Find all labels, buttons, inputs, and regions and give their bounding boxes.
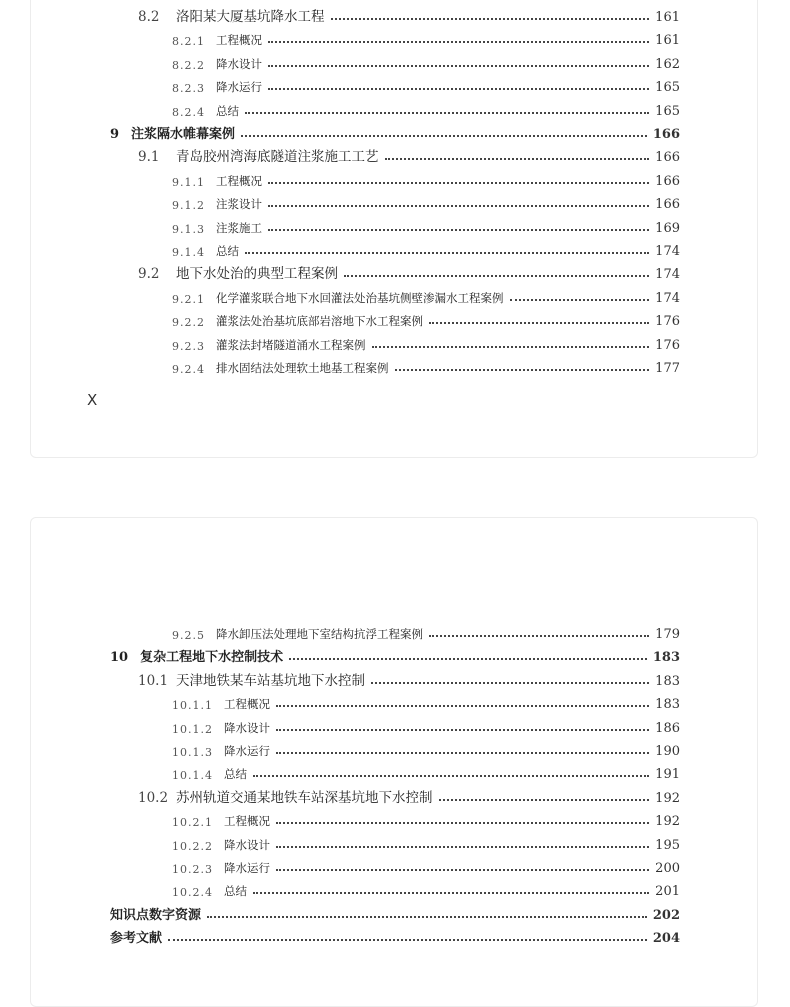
dot-leader [168, 939, 647, 941]
toc-entry-level3[interactable] [172, 622, 680, 642]
dot-leader [268, 88, 649, 90]
toc-page-number: 174 [655, 290, 680, 306]
toc-section-title: 注浆设计 [216, 197, 262, 212]
toc-section-number: 10.1.2 [172, 722, 213, 736]
toc-section-title: 复杂工程地下水控制技术 [140, 650, 284, 666]
dot-leader [371, 682, 649, 684]
toc-entry-level3[interactable] [172, 239, 680, 259]
toc-section-title: 地下水处治的典型工程案例 [176, 266, 338, 283]
toc-entry-level3[interactable] [172, 28, 680, 48]
toc-section-number: 9 [110, 127, 120, 142]
toc-entry-level2[interactable] [138, 5, 680, 25]
toc-section-number: 8.2.1 [172, 35, 205, 49]
toc-section-title: 总结 [216, 103, 239, 118]
toc-section-title: 知识点数字资源 [110, 907, 202, 923]
toc-entry-level3[interactable] [172, 216, 680, 236]
toc-entry-level3[interactable] [172, 52, 680, 72]
dot-leader [276, 869, 649, 871]
dot-leader [331, 18, 650, 20]
dot-leader [429, 635, 649, 637]
toc-page-number: 183 [652, 650, 680, 666]
toc-section-title: 苏州轨道交通某地铁车站深基坑地下水控制 [176, 789, 433, 806]
toc-entry-appendix[interactable] [110, 926, 680, 946]
dot-leader [253, 775, 649, 777]
toc-section-title: 降水卸压法处理地下室结构抗浮工程案例 [216, 627, 423, 641]
toc-section-number: 9.2.4 [172, 363, 205, 376]
toc-section-number: 9.1.3 [172, 222, 205, 236]
toc-page-number: 200 [655, 861, 680, 876]
toc-section-number: 9.2.5 [172, 629, 205, 642]
toc-section-title: 降水运行 [216, 80, 262, 95]
toc-section-title: 降水设计 [224, 720, 270, 735]
toc-page-number: 161 [655, 10, 680, 25]
toc-page-number: 174 [655, 267, 680, 283]
toc-section-number: 8.2.2 [172, 58, 205, 72]
toc-section-number: 9.1.2 [172, 199, 205, 213]
dot-leader [429, 322, 649, 324]
toc-page-number: 166 [655, 150, 680, 166]
toc-entry-level3[interactable] [172, 762, 680, 782]
dot-leader [241, 135, 647, 137]
dot-leader [344, 275, 649, 277]
toc-page-number: 183 [655, 673, 680, 689]
toc-section-number: 10.1.1 [172, 699, 213, 713]
toc-entry-level3[interactable] [172, 286, 680, 306]
toc-entry-level1[interactable] [110, 645, 680, 665]
toc-page-number: 166 [655, 197, 680, 213]
toc-page-number: 174 [655, 244, 680, 259]
toc-page-number: 169 [655, 220, 680, 236]
dot-leader [439, 799, 650, 801]
toc-entry-level3[interactable] [172, 192, 680, 212]
dot-leader [395, 369, 650, 371]
toc-entry-level3[interactable] [172, 739, 680, 759]
toc-section-title: 工程概况 [216, 173, 262, 188]
toc-section-title: 总结 [216, 244, 239, 258]
toc-page-number: 201 [655, 884, 680, 900]
toc-entry-level3[interactable] [172, 169, 680, 189]
toc-entry-level2[interactable] [138, 262, 680, 282]
toc-section-title: 降水运行 [224, 861, 270, 875]
toc-page-number: 176 [655, 314, 680, 330]
toc-section-title: 降水设计 [216, 56, 262, 71]
toc-page-number: 179 [655, 627, 680, 642]
toc-section-title: 参考文献 [110, 931, 163, 947]
toc-page-number: 165 [655, 80, 680, 96]
toc-entry-level3[interactable] [172, 833, 680, 853]
toc-section-number: 10.2.3 [172, 863, 213, 876]
toc-page-number: 176 [655, 337, 680, 353]
toc-page-number: 183 [655, 697, 680, 713]
toc-page-number: 161 [655, 33, 680, 49]
toc-entry-level2[interactable] [138, 786, 680, 806]
dot-leader [385, 158, 650, 160]
dot-leader [276, 752, 649, 754]
toc-section-number: 8.2.4 [172, 105, 205, 119]
toc-page-number: 186 [655, 720, 680, 736]
toc-section-number: 10.2.4 [172, 886, 213, 900]
toc-entry-level3[interactable] [172, 879, 680, 899]
toc-section-number: 10.1.4 [172, 769, 213, 783]
toc-page-number: 190 [655, 744, 680, 759]
dot-leader [268, 41, 649, 43]
toc-section-number: 10.2.2 [172, 839, 213, 853]
toc-page-number: 192 [655, 814, 680, 830]
dot-leader [207, 916, 647, 918]
toc-entry-level2[interactable] [138, 145, 680, 165]
toc-section-title: 工程概况 [224, 814, 270, 829]
toc-page-number: 162 [655, 56, 680, 72]
toc-entry-level3[interactable] [172, 333, 680, 353]
toc-section-title: 工程概况 [216, 33, 262, 48]
toc-page-number: 195 [655, 837, 680, 853]
toc-page-number: 191 [655, 767, 680, 783]
dot-leader [276, 822, 649, 824]
toc-entry-level3[interactable] [172, 692, 680, 712]
toc-section-title: 排水固结法处理软土地基工程案例 [216, 361, 389, 375]
dot-leader [245, 112, 649, 114]
toc-section-number: 8.2 [138, 9, 160, 25]
roman-page-number: X [87, 391, 98, 409]
toc-section-number: 9.2.2 [172, 316, 205, 330]
toc-section-title: 灌浆法封堵隧道涌水工程案例 [216, 337, 366, 352]
toc-section-title: 化学灌浆联合地下水回灌法处治基坑侧壁渗漏水工程案例 [216, 290, 504, 305]
dot-leader [268, 229, 649, 231]
toc-section-title: 注浆施工 [216, 220, 262, 235]
toc-section-title: 注浆隔水帷幕案例 [131, 127, 236, 142]
dot-leader [268, 182, 649, 184]
dot-leader [372, 346, 650, 348]
toc-section-title: 青岛胶州湾海底隧道注浆施工工艺 [176, 149, 379, 166]
toc-section-number: 8.2.3 [172, 82, 205, 96]
toc-section-number: 9.2 [138, 266, 160, 283]
dot-leader [268, 205, 649, 207]
toc-entry-level3[interactable] [172, 809, 680, 829]
toc-section-number: 9.2.3 [172, 339, 205, 353]
toc-section-number: 9.2.1 [172, 292, 205, 306]
toc-section-title: 天津地铁某车站基坑地下水控制 [176, 672, 365, 689]
toc-page-number: 192 [655, 790, 680, 806]
toc-entry-level3[interactable] [172, 75, 680, 95]
toc-page-number: 166 [655, 173, 680, 189]
toc-page-number: 204 [652, 931, 680, 947]
toc-section-title: 工程概况 [224, 697, 270, 712]
toc-section-number: 10.2.1 [172, 816, 213, 830]
dot-leader [276, 729, 649, 731]
toc-section-number: 10.1.3 [172, 746, 213, 759]
dot-leader [289, 658, 647, 660]
toc-section-title: 总结 [224, 884, 247, 899]
toc-entry-level3[interactable] [172, 309, 680, 329]
toc-page-number: 166 [652, 127, 680, 142]
toc-entry-level2[interactable] [138, 669, 680, 689]
toc-entry-level3[interactable] [172, 356, 680, 376]
dot-leader [276, 705, 649, 707]
toc-section-title: 降水运行 [224, 744, 270, 758]
dot-leader [268, 65, 649, 67]
toc-entry-level3[interactable] [172, 716, 680, 736]
dot-leader [245, 252, 649, 254]
toc-page-number: 177 [655, 361, 680, 376]
toc-section-number: 9.1 [138, 149, 160, 166]
toc-section-number: 10 [110, 650, 129, 666]
dot-leader [276, 846, 649, 848]
toc-entry-level3[interactable] [172, 856, 680, 876]
toc-page-number: 202 [652, 907, 680, 923]
toc-page-number: 165 [655, 103, 680, 119]
toc-entry-level3[interactable] [172, 99, 680, 119]
toc-section-title: 洛阳某大厦基坑降水工程 [176, 9, 325, 25]
dot-leader [510, 299, 650, 301]
toc-entry-appendix[interactable] [110, 903, 680, 923]
toc-section-number: 9.1.4 [172, 246, 205, 259]
toc-section-title: 灌浆法处治基坑底部岩溶地下水工程案例 [216, 314, 423, 329]
toc-section-number: 10.2 [138, 789, 169, 806]
toc-section-number: 9.1.1 [172, 175, 205, 189]
toc-entry-level1[interactable] [110, 122, 680, 142]
dot-leader [253, 892, 649, 894]
toc-section-number: 10.1 [138, 672, 169, 689]
toc-section-title: 降水设计 [224, 837, 270, 852]
toc-section-title: 总结 [224, 767, 247, 782]
